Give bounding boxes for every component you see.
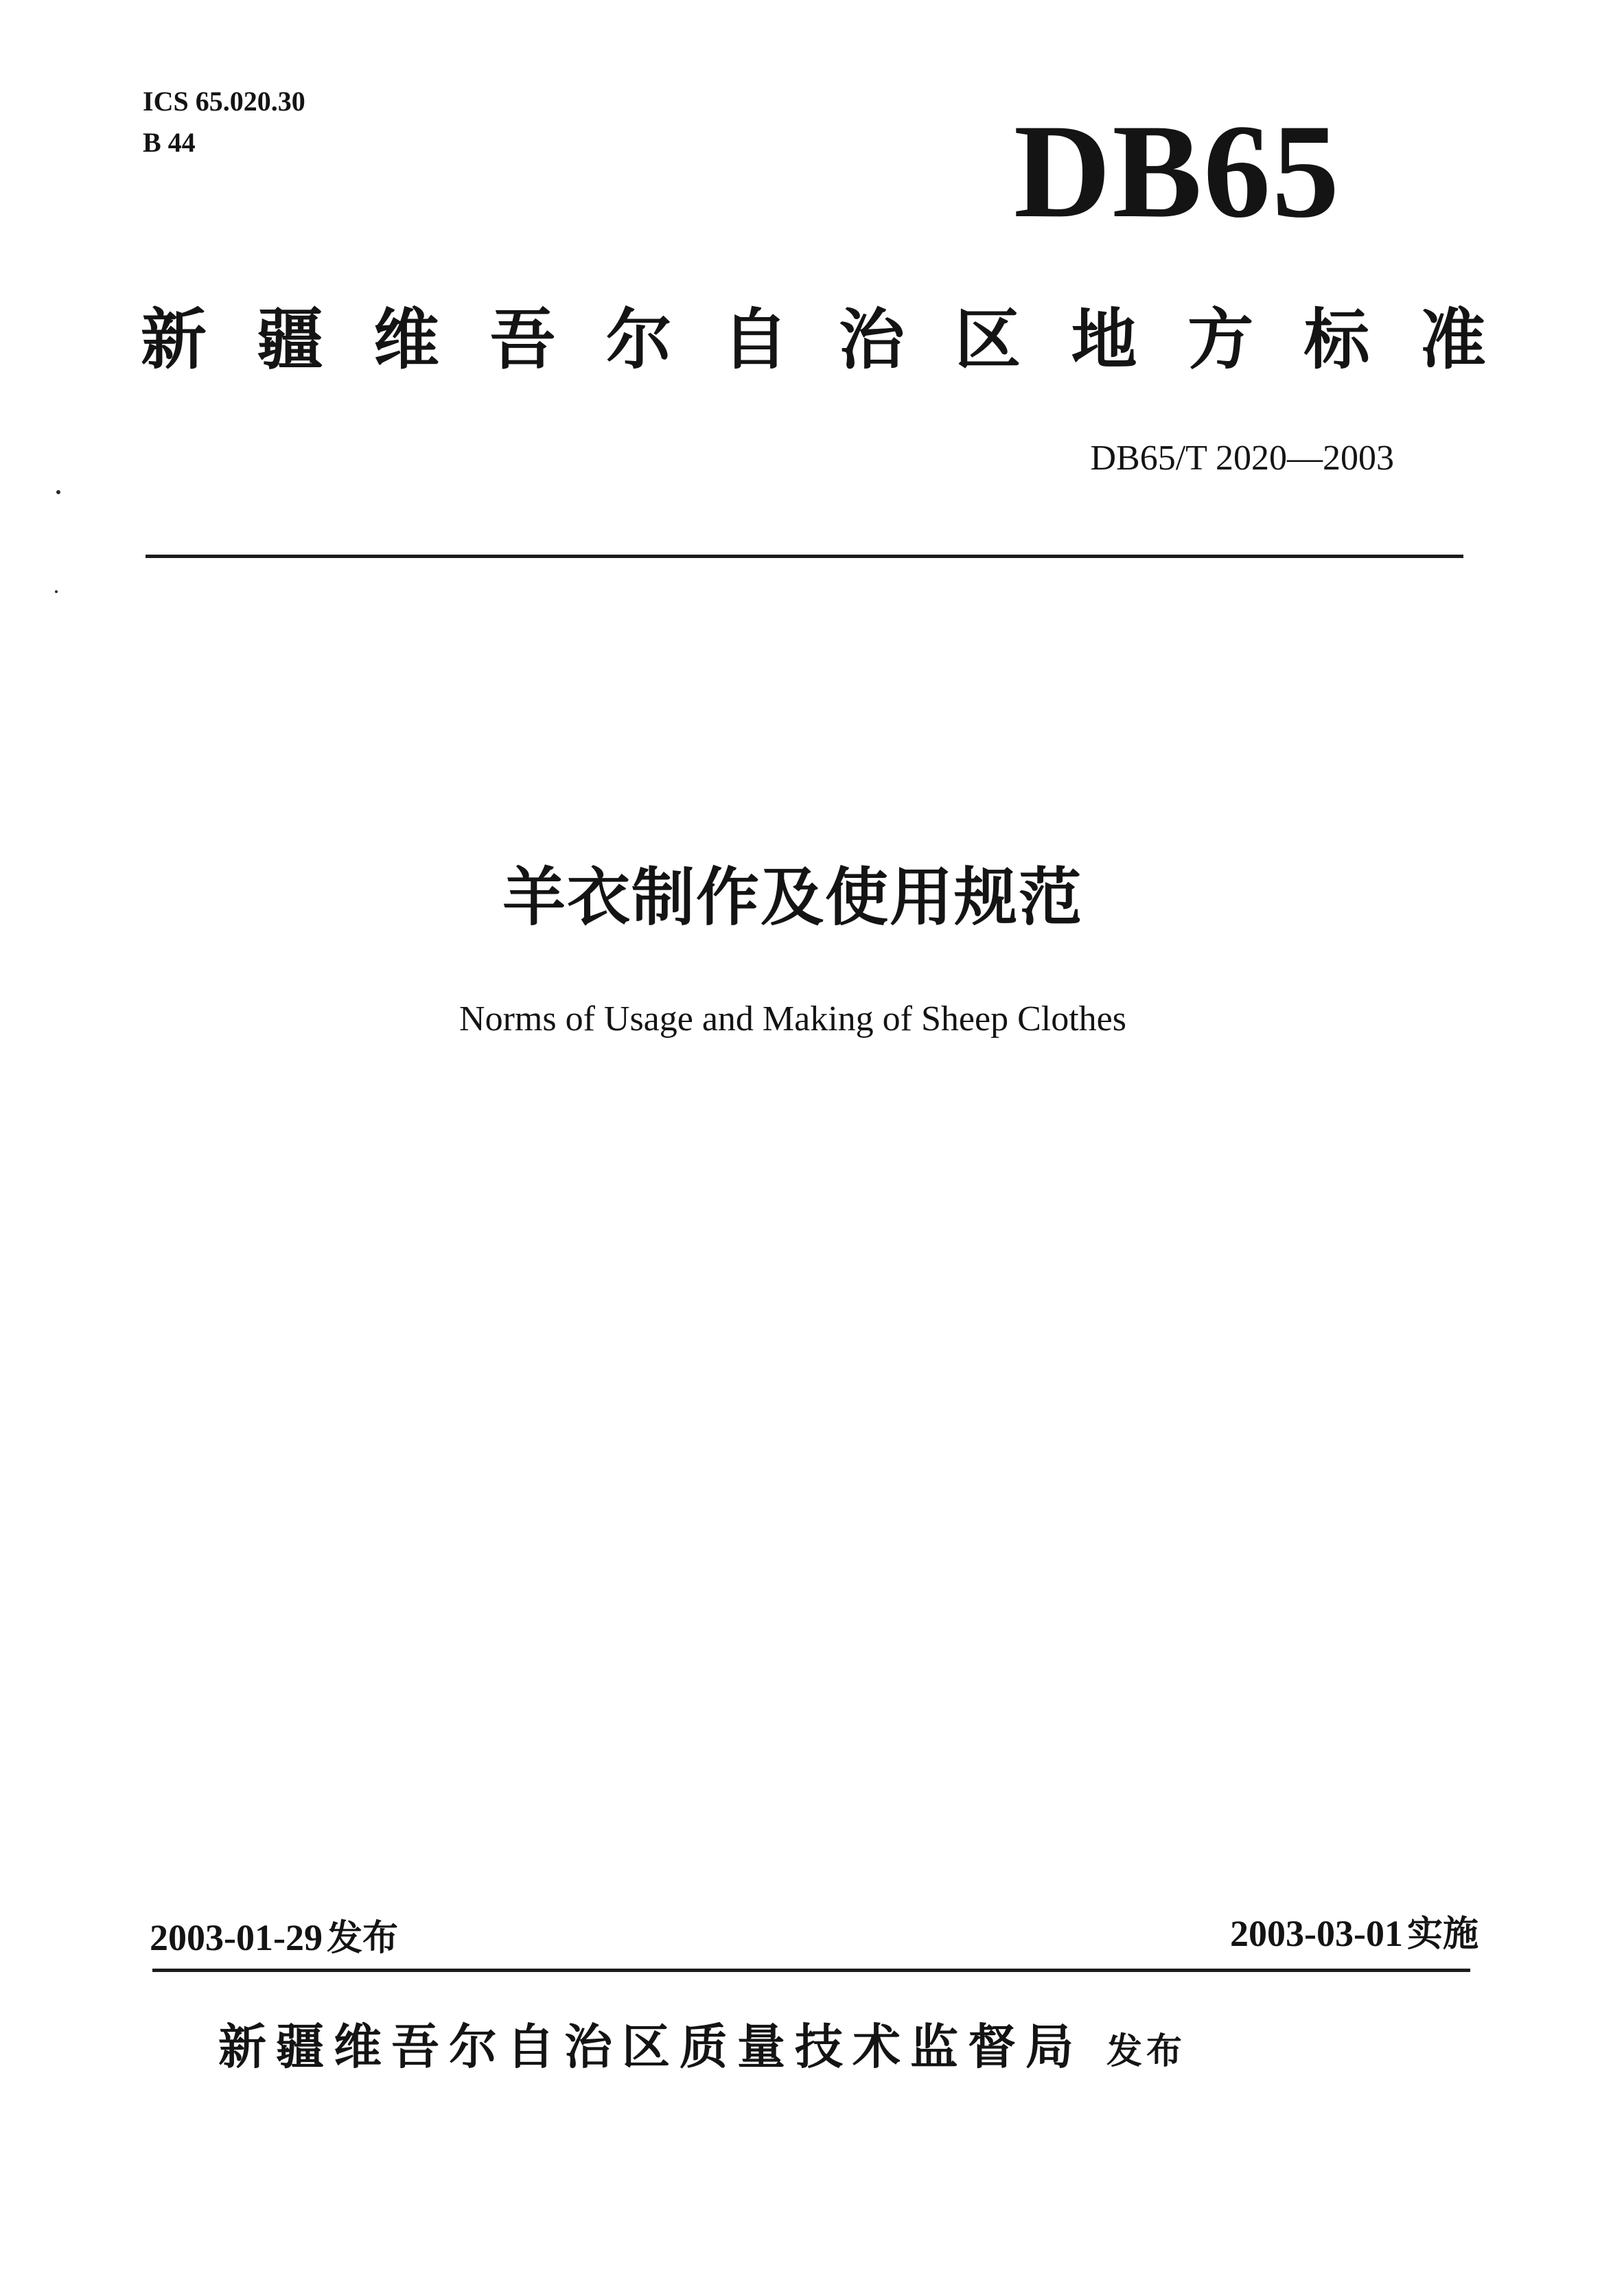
footer-divider bbox=[152, 1969, 1470, 1972]
issue-label: 发布 bbox=[326, 1918, 398, 1959]
scan-speck bbox=[55, 590, 58, 593]
standard-level-char: 吾 bbox=[489, 301, 556, 378]
standard-level-char: 方 bbox=[1187, 301, 1254, 378]
standard-number: DB65/T 2020—2003 bbox=[1090, 439, 1394, 478]
document-title-english: Norms of Usage and Making of Sheep Clothes bbox=[459, 999, 1126, 1039]
issuer-suffix: 发布 bbox=[1106, 2031, 1187, 2072]
standard-level-char: 标 bbox=[1303, 301, 1370, 378]
standard-level-char: 维 bbox=[373, 301, 439, 378]
standard-level-char: 区 bbox=[955, 301, 1021, 378]
ccs-code: B 44 bbox=[143, 127, 196, 158]
standard-mark: DB65 bbox=[1013, 97, 1341, 246]
issuing-authority bbox=[218, 2013, 1186, 2086]
standard-level-char: 疆 bbox=[257, 301, 323, 378]
implementation-date-line bbox=[1230, 1910, 1478, 1958]
implementation-date: 2003-03-01 bbox=[1230, 1913, 1403, 1954]
issue-date-line bbox=[150, 1914, 398, 1962]
document-title-chinese: 羊衣制作及使用规范 bbox=[502, 861, 1083, 934]
header-divider bbox=[146, 555, 1463, 558]
issue-date: 2003-01-29 bbox=[150, 1917, 323, 1958]
standard-level-char: 准 bbox=[1419, 301, 1486, 378]
implementation-label: 实施 bbox=[1406, 1914, 1478, 1955]
issuer-name: 新疆维吾尔自治区质量技术监督局 bbox=[218, 2019, 1083, 2075]
standard-level-char: 新 bbox=[141, 301, 207, 378]
standard-level-char: 地 bbox=[1071, 301, 1137, 378]
standard-level-heading bbox=[141, 295, 1486, 384]
standard-level-char: 自 bbox=[722, 301, 789, 378]
scan-speck bbox=[56, 490, 60, 494]
ics-code: ICS 65.020.30 bbox=[143, 86, 305, 117]
standard-level-char: 治 bbox=[838, 301, 905, 378]
standard-level-char: 尔 bbox=[605, 301, 672, 378]
classification-codes bbox=[143, 81, 305, 163]
